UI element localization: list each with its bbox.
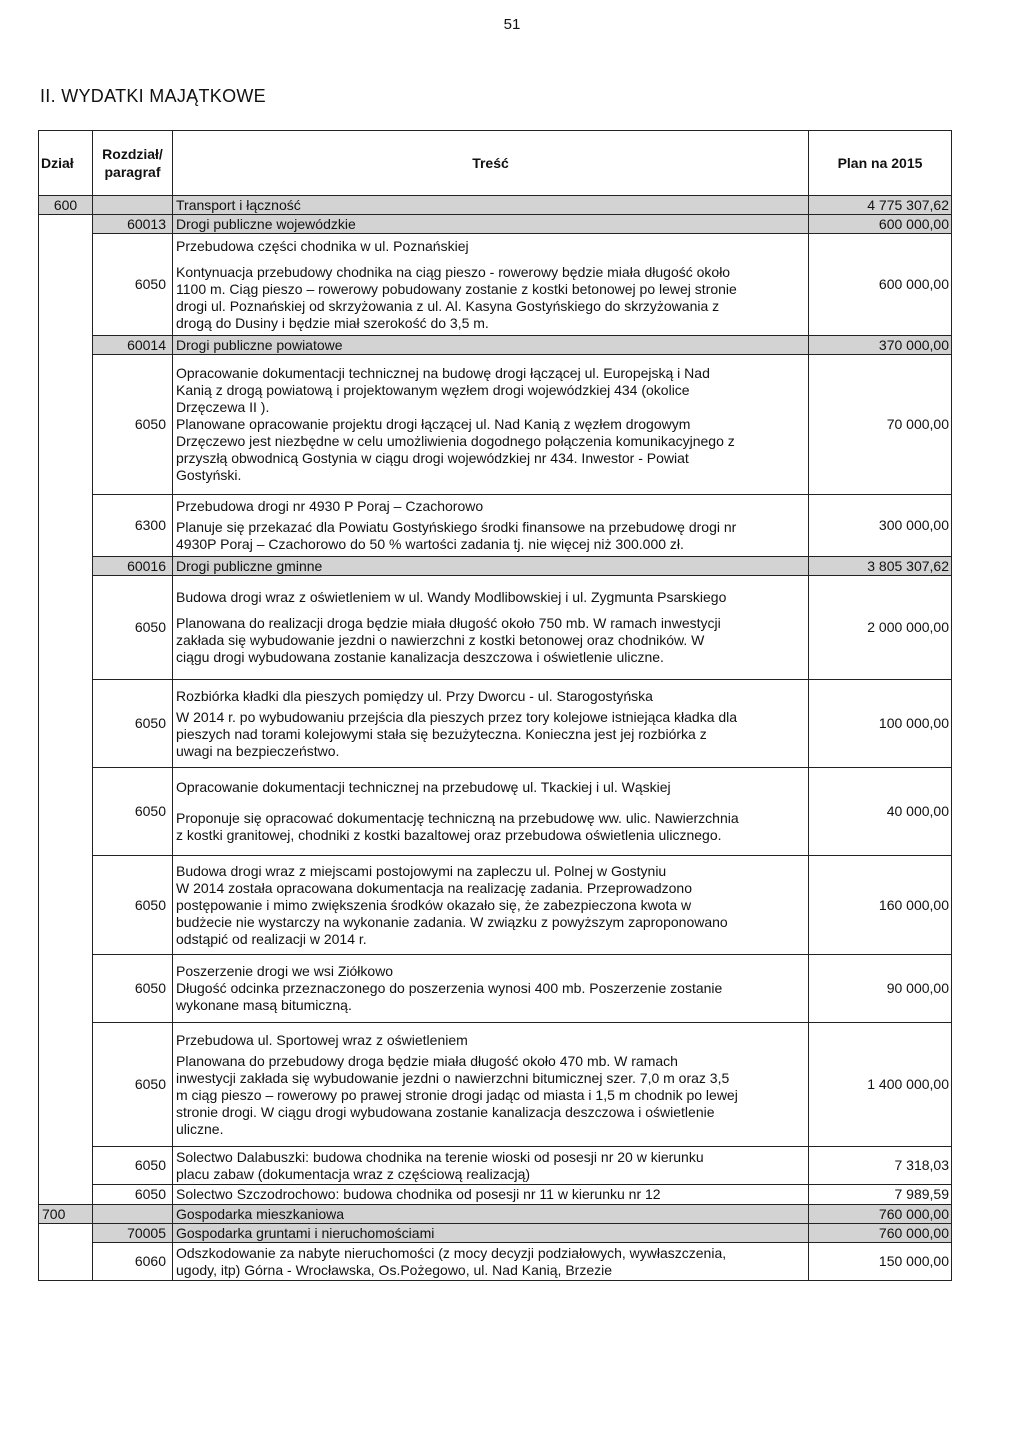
empty-cell bbox=[39, 557, 93, 576]
paragraph-code: 6050 bbox=[93, 355, 173, 495]
item-line: Planowana do przebudowy droga będzie miała długość około 470 mb. W ramach bbox=[176, 1052, 678, 1069]
paragraph-code: 6050 bbox=[93, 234, 173, 336]
item-description bbox=[173, 355, 809, 495]
chapter-row-60014 bbox=[39, 336, 952, 355]
item-value: 300 000,00 bbox=[809, 495, 952, 557]
item-title: Budowa drogi wraz z miejscami postojowymi na zapleczu ul. Polnej w Gostyniu bbox=[176, 862, 667, 879]
dzial-value: 760 000,00 bbox=[809, 1205, 952, 1224]
table-row bbox=[39, 234, 952, 336]
empty-cell bbox=[39, 1147, 93, 1185]
item-line: postępowanie i mimo zwiększenia środków okazało się, że zabezpieczona kwota w bbox=[176, 896, 692, 913]
item-line: m ciąg pieszo – rowerowy po prawej stronie drogi jadąc od miasta i 1,5 m chodnik po lewej bbox=[176, 1086, 738, 1103]
section-title: II. WYDATKI MAJĄTKOWE bbox=[40, 86, 266, 106]
item-description bbox=[173, 234, 809, 336]
item-value: 160 000,00 bbox=[809, 856, 952, 955]
item-line: Kontynuacja przebudowy chodnika na ciąg pieszo - rowerowy będzie miała długość około bbox=[176, 263, 731, 280]
table-row bbox=[39, 495, 952, 557]
item-line: Planowana do realizacji droga będzie miała długość około 750 mb. W ramach inwestycji bbox=[176, 615, 721, 631]
header-plan: Plan na 2015 bbox=[809, 131, 952, 196]
item-line: Kanią z drogą powiatową i projektowanym węzłem drogi wojewódzkiej 434 (okolice bbox=[176, 382, 690, 398]
empty-cell bbox=[39, 768, 93, 856]
empty-cell bbox=[39, 1243, 93, 1281]
item-line: uliczne. bbox=[176, 1120, 224, 1137]
paragraph-code: 6050 bbox=[93, 680, 173, 768]
dzial-label: Transport i łączność bbox=[173, 196, 809, 215]
table-row bbox=[39, 1023, 952, 1147]
item-line: Drzęczewo jest niezbędne w celu umożliwienia dogodnego połączenia komunikacyjnego z bbox=[176, 433, 735, 449]
table-row bbox=[39, 768, 952, 856]
item-line: Solectwo Dalabuszki: budowa chodnika na terenie wioski od posesji nr 20 w kierunku bbox=[176, 1148, 704, 1165]
item-line: Proponuje się opracować dokumentację techniczną na przebudowę ww. ulic. Nawierzchnia bbox=[176, 810, 739, 826]
item-line: pieszych nad torami kolejowymi stała się bezużyteczna. Konieczna jest jej rozbiórka z bbox=[176, 725, 707, 742]
item-line: uwagi na bezpieczeństwo. bbox=[176, 742, 340, 759]
header-rozdzial-line1: Rozdział/ bbox=[102, 146, 163, 162]
paragraph-code: 6050 bbox=[93, 856, 173, 955]
empty-cell bbox=[39, 336, 93, 355]
item-line: Drzęczewa II ). bbox=[176, 399, 270, 415]
item-value: 600 000,00 bbox=[809, 234, 952, 336]
item-line: drogi ul. Poznańskiej od skrzyżowania z ul. Al. Kasyna Gostyńskiego do skrzyżowania z bbox=[176, 297, 720, 314]
item-line: drogą do Dusiny i będzie miał szerokość do 3,5 m. bbox=[176, 314, 489, 331]
item-title: Przebudowa drogi nr 4930 P Poraj – Czachorowo bbox=[176, 498, 484, 514]
item-value: 150 000,00 bbox=[809, 1243, 952, 1281]
page-number: 51 bbox=[503, 16, 521, 33]
item-line: z kostki granitowej, chodniki z kostki bazaltowej oraz przebudowa oświetlenia ulicznego. bbox=[176, 827, 722, 843]
item-value: 2 000 000,00 bbox=[809, 576, 952, 680]
item-line: odstąpić od realizacji w 2014 r. bbox=[176, 930, 367, 947]
item-value: 100 000,00 bbox=[809, 680, 952, 768]
table-row bbox=[39, 1147, 952, 1185]
header-rozdzial bbox=[93, 131, 173, 196]
item-title: Przebudowa części chodnika w ul. Poznańskiej bbox=[176, 237, 469, 254]
item-line: Długość odcinka przeznaczonego do poszerzenia wynosi 400 mb. Poszerzenie zostanie bbox=[176, 980, 723, 996]
item-value: 40 000,00 bbox=[809, 768, 952, 856]
item-description bbox=[173, 1185, 809, 1205]
chapter-value: 3 805 307,62 bbox=[809, 557, 952, 576]
header-tresc: Treść bbox=[173, 131, 809, 196]
item-line: wykonane masą bitumiczną. bbox=[176, 997, 352, 1013]
table-row bbox=[39, 680, 952, 768]
header-rozdzial-line2: paragraf bbox=[104, 164, 161, 180]
empty-cell bbox=[39, 234, 93, 336]
item-line: zakłada się wybudowanie jezdni o nawierzchni z kostki betonowej oraz chodników. W bbox=[176, 632, 705, 648]
section-row-700 bbox=[39, 1205, 952, 1224]
empty-cell bbox=[39, 215, 93, 234]
item-line: ugody, itp) Górna - Wrocławska, Os.Pożegowo, ul. Nad Kanią, Brzezie bbox=[176, 1261, 613, 1278]
chapter-row-70005 bbox=[39, 1224, 952, 1243]
paragraph-code: 6050 bbox=[93, 768, 173, 856]
item-title: Rozbiórka kładki dla pieszych pomiędzy ul. Przy Dworcu - ul. Starogostyńska bbox=[176, 687, 653, 704]
item-line: inwestycji zakłada się wybudowanie jezdni o nawierzchni bitumicznej szer. 7,0 m oraz 3,5 bbox=[176, 1069, 730, 1086]
empty-cell bbox=[39, 955, 93, 1023]
paragraph-code: 6050 bbox=[93, 576, 173, 680]
item-description bbox=[173, 576, 809, 680]
item-line: Gostyński. bbox=[176, 467, 242, 483]
table-row bbox=[39, 955, 952, 1023]
item-line: przyszłą obwodnicą Gostynia w ciągu drogi wojewódzkiej nr 434. Inwestor - Powiat bbox=[176, 450, 689, 466]
item-line: 4930P Poraj – Czachorowo do 50 % wartości zadania tj. nie więcej niż 300.000 zł. bbox=[176, 536, 684, 552]
item-line: placu zabaw (dokumentacja wraz z częściową realizacją) bbox=[176, 1165, 531, 1182]
item-description bbox=[173, 1023, 809, 1147]
item-title: Poszerzenie drogi we wsi Ziółkowo bbox=[176, 963, 394, 979]
table-row bbox=[39, 1243, 952, 1281]
item-value: 1 400 000,00 bbox=[809, 1023, 952, 1147]
item-line: Odszkodowanie za nabyte nieruchomości (z mocy decyzji podziałowych, wywłaszczenia, bbox=[176, 1244, 727, 1261]
item-title: Budowa drogi wraz z oświetleniem w ul. Wandy Modlibowskiej i ul. Zygmunta Psarskiego bbox=[176, 589, 727, 605]
table-row bbox=[39, 856, 952, 955]
item-description bbox=[173, 495, 809, 557]
table-row bbox=[39, 1185, 952, 1205]
chapter-row-60013 bbox=[39, 215, 952, 234]
table-row bbox=[39, 576, 952, 680]
item-line: Planowane opracowanie projektu drogi łączącej ul. Nad Kanią z węzłem drogowym bbox=[176, 416, 691, 432]
item-value: 7 989,59 bbox=[809, 1185, 952, 1205]
item-value: 90 000,00 bbox=[809, 955, 952, 1023]
chapter-code: 60014 bbox=[93, 336, 173, 355]
chapter-label: Drogi publiczne gminne bbox=[173, 557, 809, 576]
empty-cell bbox=[39, 576, 93, 680]
chapter-label: Drogi publiczne powiatowe bbox=[173, 336, 809, 355]
dzial-code: 700 bbox=[39, 1205, 93, 1224]
dzial-value: 4 775 307,62 bbox=[809, 196, 952, 215]
header-dzial: Dział bbox=[39, 131, 93, 196]
section-row-600 bbox=[39, 196, 952, 215]
dzial-label: Gospodarka mieszkaniowa bbox=[173, 1205, 809, 1224]
item-line: W 2014 została opracowana dokumentacja na realizację zadania. Przeprowadzono bbox=[176, 879, 692, 896]
chapter-row-60016 bbox=[39, 557, 952, 576]
chapter-value: 600 000,00 bbox=[809, 215, 952, 234]
item-line: budżecie nie wystarczy na wykonanie zadania. W związku z powyższym zaproponowano bbox=[176, 913, 728, 930]
item-line: Solectwo Szczodrochowo: budowa chodnika od posesji nr 11 w kierunku nr 12 bbox=[176, 1186, 661, 1202]
table-row bbox=[39, 355, 952, 495]
empty-cell bbox=[39, 495, 93, 557]
chapter-value: 370 000,00 bbox=[809, 336, 952, 355]
paragraph-code: 6050 bbox=[93, 955, 173, 1023]
chapter-code: 60016 bbox=[93, 557, 173, 576]
table-header-row bbox=[39, 131, 952, 196]
empty-cell bbox=[39, 856, 93, 955]
chapter-code: 70005 bbox=[93, 1224, 173, 1243]
paragraph-code: 6060 bbox=[93, 1243, 173, 1281]
item-line: W 2014 r. po wybudowaniu przejścia dla pieszych przez tory kolejowe istniejąca kładka dla bbox=[176, 708, 738, 725]
item-line: Opracowanie dokumentacji technicznej na budowę drogi łączącej ul. Europejską i Nad bbox=[176, 365, 710, 381]
chapter-code: 60013 bbox=[93, 215, 173, 234]
empty-cell bbox=[39, 680, 93, 768]
chapter-label: Drogi publiczne wojewódzkie bbox=[173, 215, 809, 234]
item-line: stronie drogi. W ciągu drogi wybudowana zostanie kanalizacja deszczowa i oświetlenie bbox=[176, 1103, 715, 1120]
empty-cell bbox=[39, 1023, 93, 1147]
paragraph-code: 6050 bbox=[93, 1185, 173, 1205]
item-title: Przebudowa ul. Sportowej wraz z oświetleniem bbox=[176, 1031, 468, 1048]
paragraph-code: 6300 bbox=[93, 495, 173, 557]
item-title: Opracowanie dokumentacji technicznej na przebudowę ul. Tkackiej i ul. Wąskiej bbox=[176, 779, 671, 795]
item-line: ciągu drogi wybudowana zostanie kanalizacja deszczowa i oświetlenie uliczne. bbox=[176, 649, 664, 665]
item-line: Planuje się przekazać dla Powiatu Gostyńskiego środki finansowe na przebudowę drogi nr bbox=[176, 519, 737, 535]
item-description bbox=[173, 1147, 809, 1185]
item-value: 7 318,03 bbox=[809, 1147, 952, 1185]
empty-cell bbox=[39, 355, 93, 495]
item-value: 70 000,00 bbox=[809, 355, 952, 495]
item-line: 1100 m. Ciąg pieszo – rowerowy pobudowany zostanie z kostki betonowej po lewej stronie bbox=[176, 280, 737, 297]
item-description bbox=[173, 955, 809, 1023]
empty-cell bbox=[39, 1224, 93, 1243]
item-description bbox=[173, 680, 809, 768]
empty-cell bbox=[39, 1185, 93, 1205]
chapter-label: Gospodarka gruntami i nieruchomościami bbox=[173, 1224, 809, 1243]
item-description bbox=[173, 1243, 809, 1281]
paragraph-code: 6050 bbox=[93, 1147, 173, 1185]
item-description bbox=[173, 768, 809, 856]
chapter-value: 760 000,00 bbox=[809, 1224, 952, 1243]
item-description bbox=[173, 856, 809, 955]
empty-cell bbox=[93, 1205, 173, 1224]
empty-cell bbox=[93, 196, 173, 215]
dzial-code: 600 bbox=[39, 196, 93, 215]
expenditure-table bbox=[38, 130, 952, 1281]
paragraph-code: 6050 bbox=[93, 1023, 173, 1147]
